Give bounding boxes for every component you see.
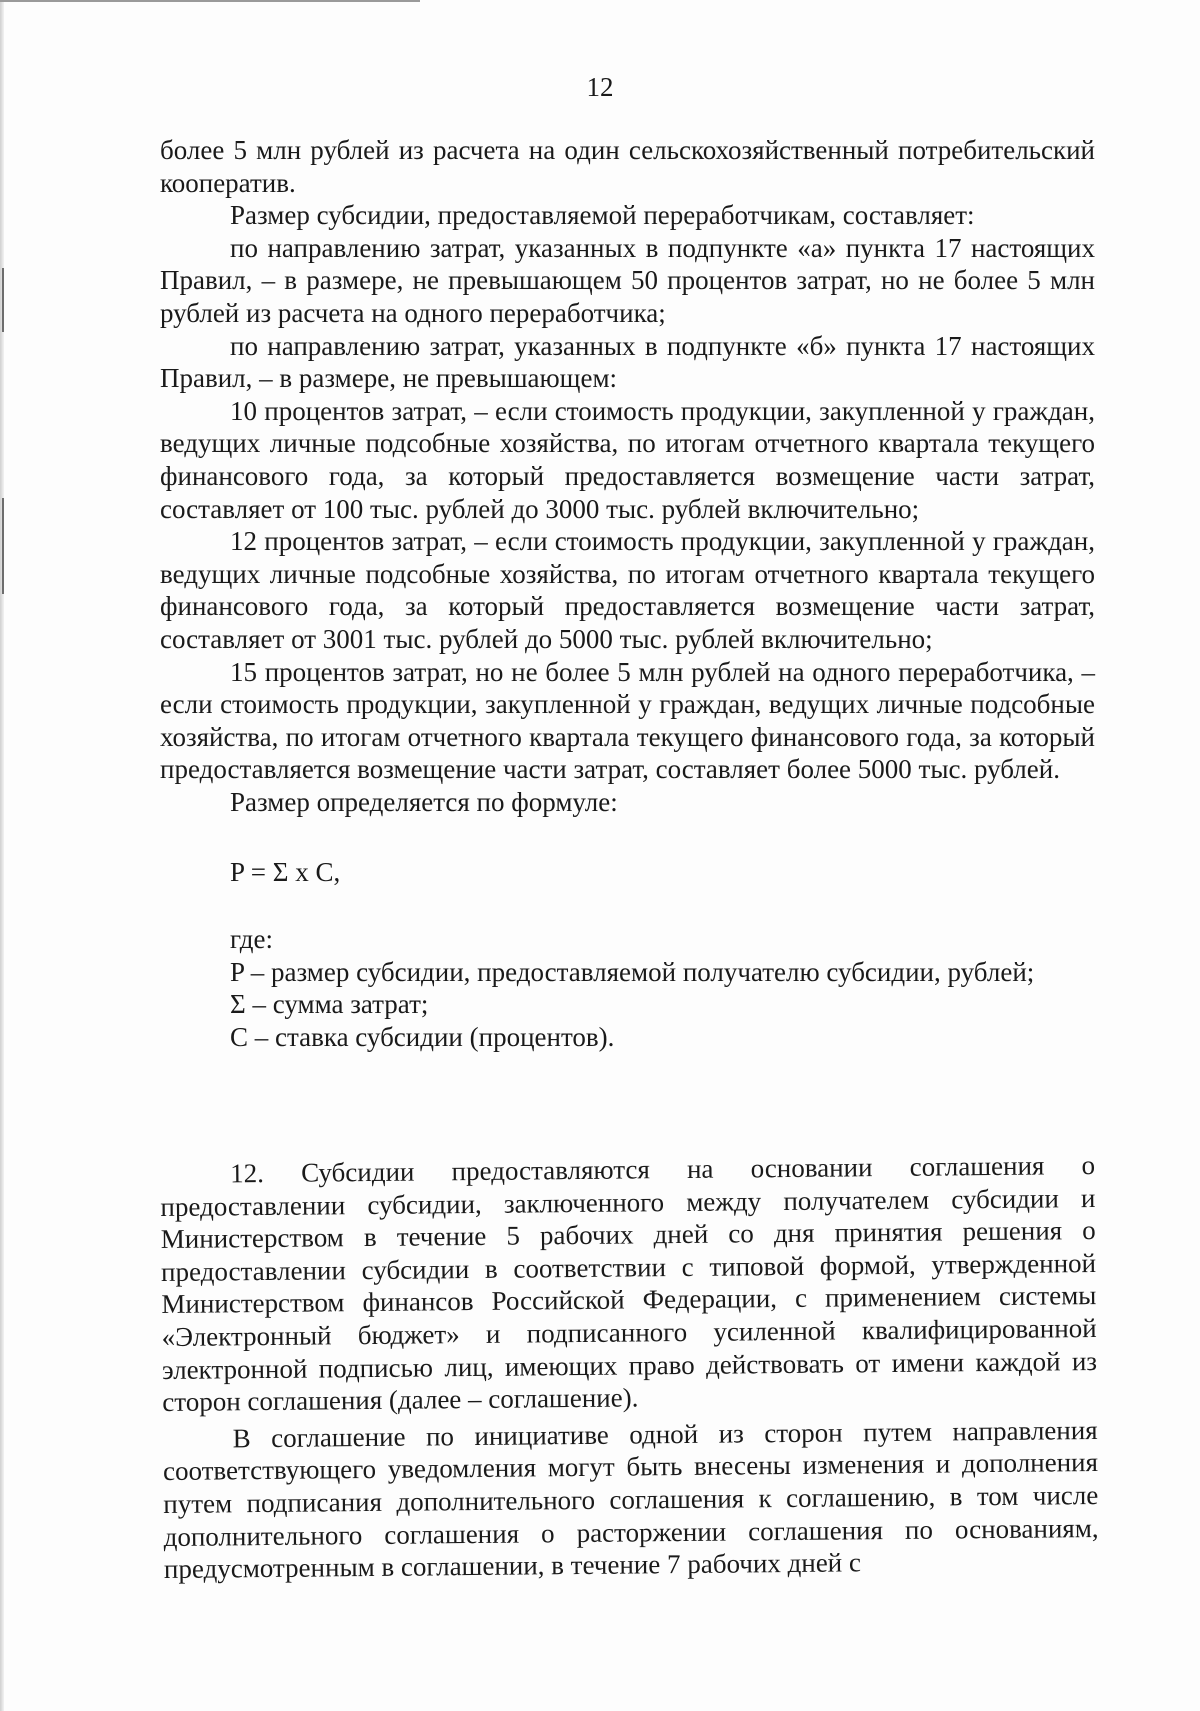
paragraph: более 5 млн рублей из расчета на один сельскохозяйственный потребительский кооператив. <box>160 135 1095 198</box>
document-body-lower <box>160 1149 1099 1586</box>
definition: C – ставка субсидии (процентов). <box>230 1021 615 1052</box>
scan-margin-mark <box>2 498 4 594</box>
paragraph: 10 процентов затрат, – если стоимость продукции, закупленной у граждан, ведущих личные подсобные хозяйства, по итогам отчетного квартала текущего финансового года, за который предоставляется возмещение части затрат, составляет от 100 тыс. рублей до 3000 тыс. рублей включительно; <box>160 395 1095 524</box>
document-body <box>160 134 1095 1053</box>
scan-edge <box>0 0 4 1711</box>
paragraph: Размер субсидии, предоставляемой переработчикам, составляет: <box>230 200 975 231</box>
paragraph: 15 процентов затрат, но не более 5 млн рублей на одного переработчика, – если стоимость продукции, закупленной у граждан, ведущих личные подсобные хозяйства, по итогам отчетного квартала текущего финансового года, за который предоставляется возмещение части затрат, составляет более 5000 тыс. рублей. <box>160 656 1095 785</box>
where-label: где: <box>230 924 273 955</box>
paragraph: по направлению затрат, указанных в подпункте «а» пункта 17 настоящих Правил, – в размере, не превышающем 50 процентов затрат, но не более 5 млн рублей из расчета на одного переработчика; <box>160 232 1095 328</box>
scan-margin-mark <box>2 268 4 332</box>
paragraph: по направлению затрат, указанных в подпункте «б» пункта 17 настоящих Правил, – в размере, не превышающем: <box>160 330 1095 394</box>
paragraph-12: 12. Субсидии предоставляются на основании соглашения о предоставлении субсидии, заключенного между получателем субсидии и Министерством в течение 5 рабочих дней со дня принятия решения о предоставлении субсидии в соответствии с типовой формой, утвержденной Министерством финансов Российской Федерации, с применением системы «Электронный бюджет» и подписанного усиленной квалифицированной электронной подписью лиц, имеющих право действовать от имени каждой из сторон соглашения (далее – соглашение). <box>160 1150 1098 1418</box>
definition: Σ – сумма затрат; <box>230 989 429 1020</box>
paragraph: Размер определяется по формуле: <box>230 786 618 817</box>
paragraph: В соглашение по инициативе одной из сторон путем направления соответствующего уведомления могут быть внесены изменения и дополнения путем подписания дополнительного соглашения к соглашению, в том числе дополнительного соглашения о расторжении соглашения по основаниям, предусмотренным в соглашении, в течение 7 рабочих дней с <box>162 1414 1099 1585</box>
scan-top-line <box>0 0 420 2</box>
definition: P – размер субсидии, предоставляемой получателю субсидии, рублей; <box>230 956 1035 987</box>
paragraph: 12 процентов затрат, – если стоимость продукции, закупленной у граждан, ведущих личные подсобные хозяйства, по итогам отчетного квартала текущего финансового года, за который предоставляется возмещение части затрат, составляет от 3001 тыс. рублей до 5000 тыс. рублей включительно; <box>160 526 1095 654</box>
formula: P = Σ x C, <box>230 857 341 888</box>
page-number: 12 <box>586 72 614 102</box>
